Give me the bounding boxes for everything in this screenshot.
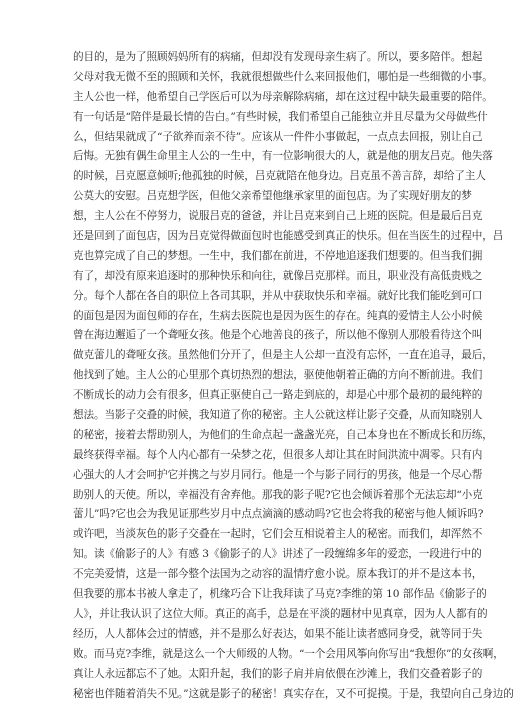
text-line: 助别人的天使。所以，幸福没有舍弃他。那我的影子呢?它也会倾诉着那个无法忘却“小克 [73,488,483,501]
text-line: 不断成长的动力会有很多，但真正驱使自己一路走到底的，却是心中那个最初的最纯粹的 [73,389,483,402]
text-line: 或许吧，当淡灰色的影子交叠在一起时，它们会互相说着主人的秘密。而我们，却浑然不 [73,528,483,541]
text-line: 蕾儿”吗?它也会为我见证那些岁月中点点滴滴的感动吗?它也会将我的秘密与他人倾诉吗? [73,508,484,521]
text-line: 败。而马克?李维，就是这么一个大师级的人物。“一个会用风筝向你写出“我想你”的女孩啊， [73,647,504,660]
text-line: 父母对我无微不至的照顾和关怀，我就很想做些什么来回报他们，哪怕是一些细微的小事。 [73,70,493,83]
text-line: 有一句话是“陪伴是最长情的告白。”有些时候，我们希望自己能独立并且尽量为父母做些什 [73,110,488,123]
text-line: 还是回到了面包店，因为吕克觉得做面包时也能感受到真正的快乐。但在当医生的过程中，吕 [73,230,504,243]
text-line: 他找到了她。主人公的心里那个真切热烈的想法，驱使他朝着正确的方向不断前进。我们 [73,369,483,382]
text-line: 么，但结果就成了“子欲养而亲不待”。应该从一件件小事做起，一点点去回报，别让自己 [73,130,483,143]
text-line: 的时候，吕克愿意倾听;他孤独的时候，吕克就陪在他身边。吕克虽不善言辞，却给了主人 [73,170,486,183]
text-line: 的面包是因为面包师的存在，生病去医院也是因为医生的存在。纯真的爱情主人公小时候 [73,309,483,322]
text-line: 但我要的那本书被人拿走了，机缘巧合下让我拜读了马克?李维的第 10 部作品《偷影子的 [73,588,487,601]
text-line: 经历，人人都体会过的情感，并不是那么好表达，如果不能让读者感同身受，就等同于失 [73,627,483,640]
text-line: 有了，却没有原来追逐时的那种快乐和向往，就像吕克那样。而且，职业没有高低贵贱之 [73,269,483,282]
text-line: 克也算完成了自己的梦想。一生中，我们都在前进，不停地追逐我们想要的。但当我们拥 [73,249,483,262]
text-line: 主人公也一样，他希望自己学医后可以为母亲解除病痛，却在这过程中缺失最重要的陪伴。 [73,90,493,103]
text-line: 的目的，是为了照顾妈妈所有的病痛，但却没有发现母亲生病了。所以，要多陪伴。想起 [73,51,483,63]
text-line: 想，主人公在不停努力，说服吕克的爸爸，并让吕克来到自己上班的医院。但是最后吕克 [73,210,483,223]
body-text [73,48,514,704]
text-line: 想法。当影子交叠的时候，我知道了你的秘密。主人公就这样让影子交叠，从而知晓别人 [73,409,483,422]
text-line: 做克蕾儿的聋哑女孩。虽然他们分开了，但是主人公却一直没有忘怀，一直在追寻，最后， [73,349,493,362]
text-line: 不完美爱情，这是一部今整个法国为之动容的温情疗愈小说。原本我订的并不是这本书， [73,568,483,581]
text-line: 人》，并让我认识了这位大师。真正的高手，总是在平淡的题材中见真章，因为人人都有的 [73,607,488,620]
text-line: 真让人永远都忘不了她。太阳升起，我们的影子肩并肩依偎在沙滩上，我们交叠着影子的 [73,667,483,680]
text-line: 公莫大的安慰。吕克想学医，但他父亲希望他继承家里的面包店。为了实现好朋友的梦 [73,190,472,203]
text-line: 秘密也伴随着消失不见。”这就是影子的秘密！真实存在，又不可捉摸。于是，我望向自己身边的 [73,687,514,700]
text-line: 心强大的人才会呵护它并携之与岁月同行。他是一个与影子同行的男孩，他是一个尽心帮 [73,468,483,481]
text-line: 后悔。无独有偶生命里主人公的一生中，有一位影响很大的人，就是他的朋友吕克。他失落 [73,150,493,163]
text-line: 分。每个人都在各自的职位上各司其职，并从中获取快乐和幸福。就好比我们能吃到可口 [73,289,483,302]
text-line: 最终获得幸福。每个人内心都有一朵梦之花，但很多人却让其在时间洪流中凋零。只有内 [73,448,483,461]
text-line: 曾在海边邂逅了一个聋哑女孩。他是个心地善良的孩子，所以他不像别人那般看待这个叫 [73,329,483,342]
text-line: 知。读《偷影子的人》有感 3《偷影子的人》讲述了一段缠绵多年的爱恋，一段进行中的 [73,548,482,561]
text-line: 的秘密，接着去帮助别人，为他们的生命点起一盏盏光亮，自己本身也在不断成长和历练， [73,428,493,441]
